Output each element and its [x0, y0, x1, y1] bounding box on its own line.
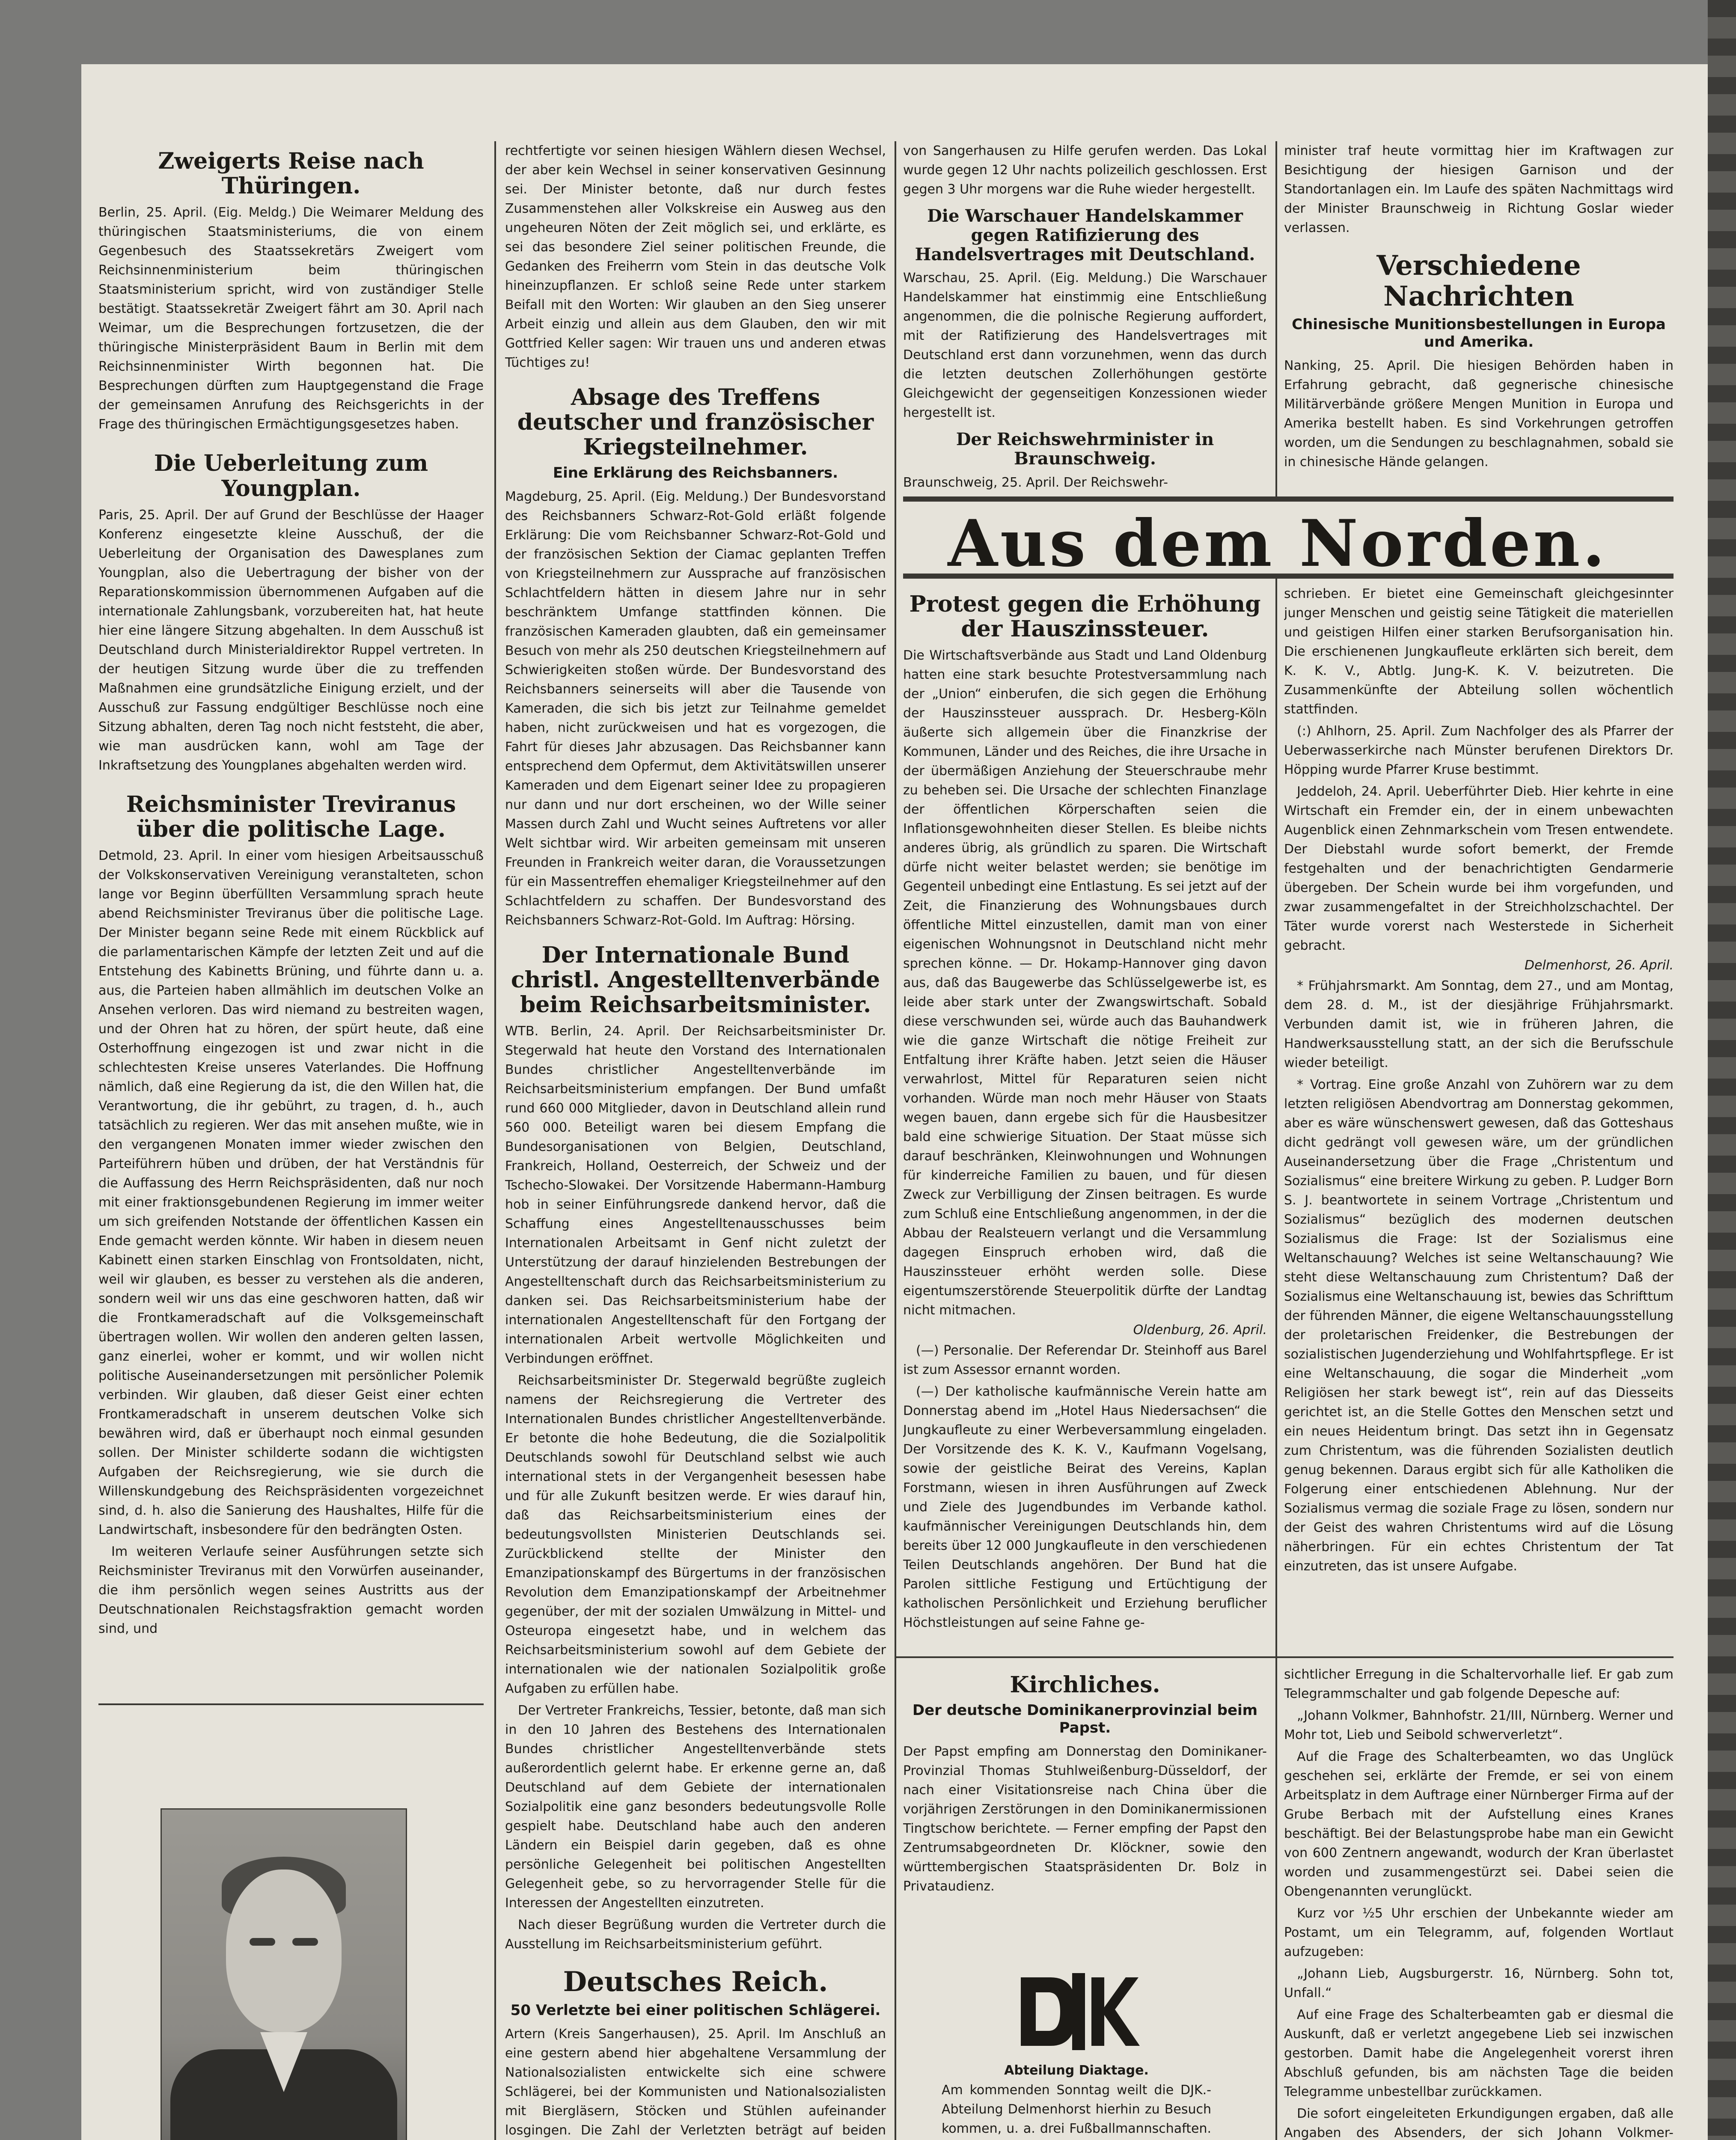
article-personalie: (—) Personalie. Der Referendar Dr. Steinhoff aus Barel ist zum Assessor ernannt worden.: [903, 1343, 1267, 1378]
article-djk: Am kommenden Sonntag weilt die DJK.-Abteilung Delmenhorst hierhin zu Besuch kommen, u. a. drei Fußballmannschaften.: [942, 2083, 1211, 2136]
headline-reichsbanner: Absage des Treffens deutscher und französischer Kriegsteilnehmer.: [517, 384, 874, 461]
article-zweigert: Berlin, 25. April. (Eig. Meldg.) Die Weimarer Meldung des thüringischen Staatsministeriums, die von einem Gegenbesuch des Staatssekretärs Zweigert vom Reichsinnenministerium beim thüringischen Staatsministerium spricht, wird von zuständiger Stelle bestätigt. Staatssekretär Zweigert fährt am 30. April nach Weimar, um die Besprechungen fortzusetzen, die der thüringische Ministerpräsident Baum in Berlin mit dem Reichsinnenminister Wirth begonnen hat. Die Besprechungen dürften zum Hauptgegenstand die Frage der gemeinsamen Anrufung des Reichsgerichts in der Frage des thüringischen Ermächtigungsgesetzes haben.: [98, 205, 484, 432]
article-mittelberbach-4: Auf eine Frage des Schalterbeamten gab er diesmal die Auskunft, daß er verletzt angegebene Lieb sei inzwischen gestorben. Damit habe die Angelegenheit vorerst ihren Abschluß gefunden, bis am nächsten Tage die beiden Telegramme unbestellbar zurückkamen.: [1284, 2007, 1674, 2099]
column-rule-2: [895, 141, 896, 2140]
djk-logo: [1012, 1965, 1141, 2059]
article-treviranus-cont: Im weiteren Verlaufe seiner Ausführungen setzte sich Reichsminister Treviranus mit den Vorwürfen auseinander, die ihm persönlich wegen seines Austritts aus der Deutschnationalen Reichstagsfraktion gemacht worden sind, und: [98, 1544, 484, 1637]
djk-caption-title: Abteilung Diaktage.: [1004, 2063, 1149, 2078]
telegram-2: „Johann Lieb, Augsburgerstr. 16, Nürnberg. Sohn tot, Unfall.“: [1284, 1966, 1674, 2000]
article-schlaegerei: Artern (Kreis Sangerhausen), 25. April. Im Anschluß an eine gestern abend hier abgehaltene Versammlung der Nationalsozialisten entwickelte sich eine schwere Schlägerei, bei der Kommunisten und Nationalsozialisten mit Biergläsern, Stöcken und Stühlen aufeinander losgingen. Die Zahl der Verletzten beträgt auf beiden: [505, 2026, 886, 2138]
telegram-1: „Johann Volkmer, Bahnhofstr. 21/III, Nürnberg. Werner und Mohr tot, Lieb und Seibold schwerverletzt“.: [1284, 1708, 1674, 1742]
column-2: [505, 141, 886, 2140]
article-schlaegerei-end: von Sangerhausen zu Hilfe gerufen werden. Das Lokal wurde gegen 12 Uhr nachts polizeilich geschlossen. Erst gegen 3 Uhr morgens war die Ruhe wieder hergestellt.: [903, 143, 1267, 197]
article-kkv-end: schrieben. Er bietet eine Gemeinschaft gleichgesinnter junger Menschen und geistig seine Tätigkeit die materiellen und geistigen Hilfen einer starken Berufsorganisation hin. Die erschienenen Jungkaufleute erklärten sich bereit, dem K. K. V., Abtlg. Jung-K. K. V. beizutreten. Die Zusammenkünfte der Abteilung sollen wöchentlich stattfinden.: [1284, 586, 1674, 717]
article-angestellten: WTB. Berlin, 24. April. Der Reichsarbeitsminister Dr. Stegerwald hat heute den Vorstand des Internationalen Bundes christlicher Angestelltenverbände im Reichsarbeitsministerium empfangen. Der Bund umfaßt rund 660 000 Mitglieder, davon in Deutschland allein rund 560 000. Beteiligt waren bei diesem Empfang die Bundesorganisationen von Belgien, Deutschland, Frankreich, Holland, Oesterreich, der Schweiz und der Tschecho-Slowakei. Der Vorsitzende Habermann-Hamburg hob in seiner Einführungsrede dankend hervor, daß die Schaffung eines Angestelltenausschusses beim Internationalen Arbeitsamt in Genf nicht zuletzt der Unterstützung der darauf hinzielenden Bestrebungen der Angestelltenschaft durch das Reichsarbeitsministerium zu danken sei. Das Reichsarbeitsministerium habe der internationalen Angestelltenschaft für den Fortgang der internationalen Arbeit wertvolle Möglichkeiten und Verbindungen eröffnet.: [505, 1024, 886, 1367]
kirchliches-rule: [895, 1656, 1674, 1658]
headline-hauszinssteuer: Protest gegen die Erhöhung der Hauszinssteuer.: [909, 591, 1261, 642]
article-hauszinssteuer: Die Wirtschaftsverbände aus Stadt und Land Oldenburg hatten eine stark besuchte Protestversammlung nach der „Union“ einberufen, die sich gegen die Erhöhung der Hauszinssteuer aussprach. Dr. Hesberg-Köln äußerte sich allgemein über die Finanzkrise der Kommunen, Länder und des Reiches, die ihre Ursache in der übermäßigen Anziehung der Steuerschraube mehr zu beheben sei. Die Ursache der schlechten Finanzlage der öffentlichen Körperschaften seien die Inflationsgewohnheiten dieser Stellen. Es bleibe nichts anderes übrig, als gründlich zu sparen. Die Wirtschaft dürfe nicht weiter belastet werden; sie benötige im Gegenteil unbedingt eine Entlastung. Es sei jetzt auf der Zeit, die Finanzierung des Wohnungsbaues durch öffentliche Mittel einzustellen, damit man von einer eigenischen Wohnungsnot in Deutschland nicht mehr sprechen könne. — Dr. Hokamp-Hannover ging davon aus, daß das Baugewerbe das Schlüsselgewerbe ist, es leide aber stark unter der Zwangswirtschaft. Sobald diese verschwunden sei, würde auch das Bauhandwerk wie die ganze Wirtschaft die nötige Freiheit zur Entfaltung ihrer Kräfte haben. Jetzt seien die Häuser verwahrlost, Mittel für Reparaturen seien nicht vorhanden. Würde man noch mehr Häuser von Staats wegen bauen, dann ergebe sich für die Hausbesitzer bald eine schwierige Situation. Der Staat müsse sich darauf beschränken, Kleinwohnungen und Wohnungen für kinderreiche Familien zu bauen, und für diesen Zweck zur Verbilligung der Zinsen beitragen. Es wurde zum Schluß eine Entschließung angenommen, in der die Abbau der Realsteuern verlangt und die Versammlung dagegen Einspruch erhoben wird, daß die Hauszinssteuer erhöht werden solle. Diese eigentumszerstörende Steuerpolitik dürfte der Landtag nicht mitmachen.: [903, 648, 1267, 1318]
column-3-middle: [903, 584, 1267, 1652]
article-jeddeloh: Jeddeloh, 24. April. Ueberführter Dieb. Hier kehrte in eine Wirtschaft ein Fremder ein, der in einem unbewachten Augenblick einen Zehnmarkschein vom Tresen entwendete. Der Diebstahl wurde sofort bemerkt, der Fremde festgehalten und der benachrichtigten Gendarmerie übergeben. Der Schein wurde bei ihm vorgefunden, und zwar zusammengefaltet in der Streichholzschachtel. Der Täter wurde vorerst nach Westerstede in Sicherheit gebracht.: [1284, 784, 1674, 953]
article-angestellten-3: Der Vertreter Frankreichs, Tessier, betonte, daß man sich in den 10 Jahren des Bestehens des Internationalen Bundes christlicher Angestelltenverbände stets außerordentlich gelernt habe. Er erkenne gerne an, daß Deutschland auf dem Gebiete der internationalen Sozialpolitik eine ganz besonders bedeutungsvolle Rolle gespielt habe. Deutschland habe auch den anderen Ländern ein Beispiel darin gegeben, daß es ohne persönliche Gelegenheit bei politischen Angestellten Gelegenheit gebe, so zu hervorragender Stelle für die Interessen der Angestellten einzutreten.: [505, 1703, 886, 1911]
headline-verschiedene: Verschiedene Nachrichten: [1376, 250, 1581, 312]
article-munition: Nanking, 25. April. Die hiesigen Behörden haben in Erfahrung gebracht, daß gegnerische chinesische Militärverbände größere Mengen Munition in Europa und Amerika bestellt haben. Es sind Vorkehrungen getroffen worden, um die Sendungen zu beschlagnahmen, sobald sie in chinesische Hände gelangen.: [1284, 358, 1674, 470]
article-dominikaner: Der Papst empfing am Donnerstag den Dominikaner-Provinzial Thomas Stuhlweißenburg-Düsseldorf, der nach einer Visitationsreise nach China über die vorjährigen Zerstörungen in den Dominikanermissionen Tingtschow berichtete. — Ferner empfing der Papst den Zentrumsabgeordneten Dr. Klöckner, sowie den württembergischen Staatspräsidenten Dr. Bolz in Privataudienz.: [903, 1744, 1267, 1894]
djk-caption: [942, 2063, 1211, 2140]
headline-treviranus: Reichsminister Treviranus über die politische Lage.: [126, 791, 456, 843]
column-rule-1: [494, 141, 496, 2140]
portrait-photo: [161, 1808, 407, 2140]
article-angestellten-2: Reichsarbeitsminister Dr. Stegerwald begrüßte zugleich namens der Reichsregierung die Vertreter des Internationalen Bundes christlicher Angestelltenverbände. Er betonte die hohe Bedeutung, die die Sozialpolitik Deutschlands sowohl für Deutschland selbst wie auch international stets in der Vergangenheit besessen habe und für alle Zukunft besitzen werde. Er wies darauf hin, daß das Reichsarbeitsministerium eines der bedeutungsvollsten Ministerien Deutschlands sei. Zurückblickend stellte der Minister den Emanzipationskampf des Bürgertums in der französischen Revolution dem Emanzipationskampf der Arbeitnehmer gegenüber, der mit der sozialen Umwälzung in Mittel- und Osteuropa eingesetzt habe, und in welchem das Reichsarbeitsministerium sowohl auf dem Gebiete der internationalen wie der nationalen Sozialpolitik große Aufgaben zu erfüllen habe.: [505, 1373, 886, 1697]
subhead-schlaegerei: 50 Verletzte bei einer politischen Schlägerei.: [510, 2001, 881, 2019]
article-ahlhorn: (:) Ahlhorn, 25. April. Zum Nachfolger des als Pfarrer der Ueberwasserkirche nach Münster berufenen Direktors Dr. Höpping wurde Pfarrer Kruse bestimmt.: [1284, 724, 1674, 777]
headline-youngplan: Die Ueberleitung zum Youngplan.: [154, 450, 428, 502]
column-3-top: [903, 141, 1267, 492]
column-3-bottom: [903, 1665, 1267, 1965]
column-4-middle: [1284, 584, 1674, 1652]
article-reichsbanner: Magdeburg, 25. April. (Eig. Meldung.) Der Bundesvorstand des Reichsbanners Schwarz-Rot-Gold erläßt folgende Erklärung: Die vom Reichsbanner Schwarz-Rot-Gold und der französischen Sektion der Ciamac geplanten Treffen von Kriegsteilnehmern zur Aussprache auf französischen Schlachtfeldern hätten in diesem Jahre nur in sehr beschränktem Umfange stattfinden können. Die französischen Kameraden glaubten, daß ein gemeinsamer Besuch von mehr als 250 deutschen Kriegsteilnehmern auf Schwierigkeiten stoßen würde. Der Bundesvorstand des Reichsbanners seinerseits will aber die Tausende von Kameraden, die sich bis jetzt zur Teilnahme gemeldet haben, nicht zurückweisen und hat es vorgezogen, die Fahrt für dieses Jahr abzusagen. Das Reichsbanner kann entsprechend dem Opfermut, dem Aktivitätswillen unserer Kameraden und dem Eigenart seiner Idee zu propagieren nur dann und nur dort erscheinen, wo der Wille seiner Massen durch Zahl und Wucht seines Auftretens vor aller Welt sichtbar wird. Wir arbeiten gemeinsam mit unseren Freunden in Frankreich weiter daran, die Voraussetzungen für ein Massentreffen ehemaliger Kriegsteilnehmer auf den Schlachtfeldern zu schaffen. Der Bundesvorstand des Reichsbanners Schwarz-Rot-Gold. Im Auftrag: Hörsing.: [505, 489, 886, 928]
dateline-delmenhorst: Delmenhorst, 26. April.: [1524, 958, 1674, 973]
column-4-top: [1284, 141, 1674, 492]
column-4-bottom: [1284, 1665, 1674, 2140]
headline-kirchliches: Kirchliches.: [1010, 1672, 1160, 1698]
article-angestellten-4: Nach dieser Begrüßung wurden die Vertreter durch die Ausstellung im Reichsarbeitsministerium geführt.: [505, 1917, 886, 1952]
column-rule-4: [1275, 574, 1277, 2140]
article-mittelberbach-cont: sichtlicher Erregung in die Schaltervorhalle lief. Er gab zum Telegrammschalter und gab folgende Depesche auf:: [1284, 1667, 1674, 1701]
dateline-oldenburg: Oldenburg, 26. April.: [1133, 1323, 1267, 1338]
article-reichswehr-end: minister traf heute vormittag hier im Kraftwagen zur Besichtigung der hiesigen Garnison und der Standortanlagen ein. Im Laufe des späten Nachmittags wird der Minister Braunschweig in Richtung Goslar wieder verlassen.: [1284, 143, 1674, 235]
djk-logo-graphic: [1012, 1965, 1141, 2059]
article-vortrag: * Vortrag. Eine große Anzahl von Zuhörern war zu dem letzten religiösen Abendvortrag am Donnerstag gekommen, aber es wäre wünschenswert gewesen, daß das Gotteshaus dicht gedrängt voll gewesen wäre, um der gründlichen Auseinandersetzung über die Frage „Christentum und Sozialismus“ eine breitere Wirkung zu geben. P. Ludger Born S. J. beantwortete in seinem Vortrage „Christentum und Sozialismus“ bezüglich des modernen deutschen Sozialismus die Frage: Ist der Sozialismus eine Weltanschauung? Welches ist seine Weltanschauung? Wie steht diese Weltanschauung zum Christentum? Daß der Sozialismus eine Weltanschauung ist, bewies das Schrifttum der führenden Männer, die eigene Weltanschauungsstellung der proletarischen Freidenker, die Bestrebungen der sozialistischen Jugenderziehung und Wohlfahrtspflege. Er ist eine Weltanschauung, die sogar die Minderheit „vom Religiösen her stark bewegt ist“, rein auf das Diesseits gerichtet ist, an die Stelle Gottes den Menschen setzt und ein neues Heidentum bringt. Das setzt ihn in Gegensatz zum Christentum, was die führenden Sozialisten deutlich genug bekennen. Daraus ergibt sich für alle Katholiken die Folgerung einer entschiedenen Ablehnung. Nur der Sozialismus vermag die soziale Frage zu lösen, sondern nur der Geist des wahren Christentums wird auf die Lösung näherbringen. Für ein echtes Christentum der Tat einzutreten, das ist unsere Aufgabe.: [1284, 1077, 1674, 1574]
subhead-dominikaner: Der deutsche Dominikanerprovinzial beim Papst.: [912, 1702, 1258, 1737]
section-banner-norden: Aus dem Norden.: [948, 506, 1608, 581]
headline-deutsches-reich: Deutsches Reich.: [563, 1966, 828, 1998]
article-youngplan: Paris, 25. April. Der auf Grund der Beschlüsse der Haager Konferenz eingesetzte kleine Ausschuß, der die Ueberleitung der Organisation des Dawesplanes zum Youngplan, also die Uebertragung der bisher von der Reparationskommission übernommenen Aufgaben auf die internationale Zahlungsbank, vorzubereiten hat, hat heute hier eine längere Sitzung abgehalten. In dem Ausschuß ist Deutschland durch Ministerialdirektor Ruppel vertreten. In der heutigen Sitzung wurde über die zu treffenden Maßnahmen eine grundsätzliche Einigung erzielt, und der Ausschuß zur Fassung endgültiger Beschlüsse noch eine Sitzung abhalten, deren Tag noch nicht feststeht, die aber, wie man ausdrücken kann, wohl am Tage der Inkraftsetzung des Youngplanes abgehalten werden wird.: [98, 507, 484, 773]
scanner-edge: [1708, 0, 1736, 2140]
column-rule-3: [1275, 141, 1277, 496]
article-warschau: Warschau, 25. April. (Eig. Meldung.) Die Warschauer Handelskammer hat einstimmig eine Entschließung angenommen, die die polnische Regierung auffordert, mit der Ratifizierung des Handelsvertrages mit Deutschland erst dann vorzunehmen, wenn das durch die letzten deutschen Zollerhöhungen gestörte Gleichgewicht der gegenseitigen Konzessionen wieder hergestellt ist.: [903, 270, 1267, 421]
article-reichswehr: Braunschweig, 25. April. Der Reichswehr-: [903, 475, 1168, 490]
article-mittelberbach-2: Auf die Frage des Schalterbeamten, wo das Unglück geschehen sei, erklärte der Fremde, er sei von einem Arbeitsplatz in dem Auftrage einer Nürnberger Firma auf der Grube Berbach mit der Aufstellung eines Kranes beschäftigt. Bei der Belastungsprobe habe man ein Gewicht von 600 Zentnern angewandt, wodurch der Kran überlastet worden und zusammengestürzt sei. Dabei seien die Obengenannten verunglückt.: [1284, 1749, 1674, 1899]
article-mittelberbach-5: Die sofort eingeleiteten Erkundigungen ergaben, daß alle Angaben des Absenders, der sich Johann Volkmer-: [1284, 2106, 1674, 2140]
subhead-munition: Chinesische Munitionsbestellungen in Europa und Amerika.: [1292, 316, 1666, 351]
article-kkv: (—) Der katholische kaufmännische Verein hatte am Donnerstag abend im „Hotel Haus Niedersachsen“ die Jungkaufleute zu einer Werbeversammlung eingeladen. Der Vorsitzende des K. K. V., Kaufmann Vogelsang, sowie der geistliche Beirat des Vereins, Kaplan Forstmann, wiesen in ihren Ausführungen auf Zweck und Ziele des Jugendbundes im Verbande kathol. kaufmännischer Vereinigungen Deutschlands hin, dem bereits über 12 000 Jungkaufleute in den verschiedenen Teilen Deutschlands angehören. Der Bund hat die Parolen sittliche Festigung und Ertüchtigung der katholischen Persönlichkeit und Erziehung beruflicher Höchstleistungen auf seine Fahne ge-: [903, 1384, 1267, 1631]
article-treviranus-end: rechtfertigte vor seinen hiesigen Wählern diesen Wechsel, der aber kein Wechsel in seiner konservativen Gesinnung sei. Der Minister betonte, daß nur durch festes Zusammenstehen aller Volkskreise ein Ausweg aus den ungeheuren Nöten der Zeit möglich sei, und erklärte, es sei das besondere Ziel seiner politischen Freunde, die Gedanken des Freiherrn vom Stein in das deutsche Volk hineinzupflanzen. Er schloß seine Rede unter starkem Beifall mit den Worten: Wir glauben an den Sieg unserer Arbeit einzig und allein aus dem Glauben, den wir mit Gottfried Keller sagen: Wir trauen uns und anderen etwas Tüchtiges zu!: [505, 143, 886, 370]
north-banner-rule-top: [903, 496, 1674, 502]
subhead-reichsbanner: Eine Erklärung des Reichsbanners.: [553, 464, 838, 482]
headline-zweigert: Zweigerts Reise nach Thüringen.: [158, 148, 424, 199]
article-mittelberbach-3: Kurz vor ½5 Uhr erschien der Unbekannte wieder am Postamt, um ein Telegramm, auf, folgenden Wortlaut aufzugeben:: [1284, 1906, 1674, 1959]
headline-warschau: Die Warschauer Handelskammer gegen Ratifizierung des Handelsvertrages mit Deutschland.: [915, 206, 1255, 265]
headline-reichswehr: Der Reichswehrminister in Braunschweig.: [956, 429, 1214, 469]
article-treviranus: Detmold, 23. April. In einer vom hiesigen Arbeitsausschuß der Volkskonservativen Vereinigung veranstalteten, schon lange vor Beginn überfüllten Versammlung sprach heute abend Reichsminister Treviranus über die politische Lage. Der Minister begann seine Rede mit einem Rückblick auf die parlamentarischen Kämpfe der letzten Zeit und auf die Entstehung des Kabinetts Brüning, und führte dann u. a. aus, die Parteien haben allmählich im deutschen Volke an Ansehen verloren. Das wird niemand zu bestreiten wagen, und der Ohren hat zu hören, der spürt heute, daß eine Osterhoffnung eingezogen ist und zwar nicht in die schlechtesten Kreise unseres Vaterlandes. Die Hoffnung nämlich, daß eine Regierung da ist, die den Willen hat, die Verantwortung, die ihr gebührt, zu tragen, d. h., auch tatsächlich zu regieren. Wer das mit ansehen mußte, wie in den vergangenen Monaten immer wieder zwischen den Parteiführern hüben und drüben, der hat Verständnis für die Auffassung des Herrn Reichspräsidenten, daß nur noch mit einer fraktionsgebundenen Regierung im immer weiter um sich greifenden Notstande der öffentlichen Kassen ein Ende gemacht werden könnte. Wir haben in diesem neuen Kabinett einen starken Einschlag von Frontsoldaten, nicht, weil wir glauben, es besser zu verstehen als die anderen, sondern weil wir uns das eine geschworen hatten, daß wir die Frontkameradschaft auf die Volksgemeinschaft übertragen wollen. Wir wollen den anderen gelten lassen, ganz einerlei, woher er kommt, und wir wollen nicht politische Auseinandersetzungen mit persönlicher Polemik verbinden. Wir glauben, daß dieser Geist einer echten Frontkameradschaft in unserem deutschen Volke sich bewähren wird, daß er überhaupt noch einmal gesunden sollen. Der Minister schilderte sodann die wichtigsten Aufgaben der Reichsregierung, wie sie durch die Willenskundgebung des Reichspräsidenten vorgezeichnet sind, d. h. also die Sanierung des Haushaltes, Hilfe für die Landwirtschaft, insbesondere für den bedrängten Osten.: [98, 848, 484, 1538]
article-fruehjahrsmarkt: * Frühjahrsmarkt. Am Sonntag, dem 27., und am Montag, dem 28. d. M., ist der diesjährige Frühjahrsmarkt. Verbunden damit ist, wie in früheren Jahren, die Handwerksausstellung statt, an der sich die Berufsschule wieder beteiligt.: [1284, 978, 1674, 1070]
headline-angestellten: Der Internationale Bund christl. Angestelltenverbände beim Reichsarbeitsminister.: [511, 942, 880, 1018]
portrait-rule: [98, 1703, 484, 1705]
column-1: [98, 141, 484, 1695]
